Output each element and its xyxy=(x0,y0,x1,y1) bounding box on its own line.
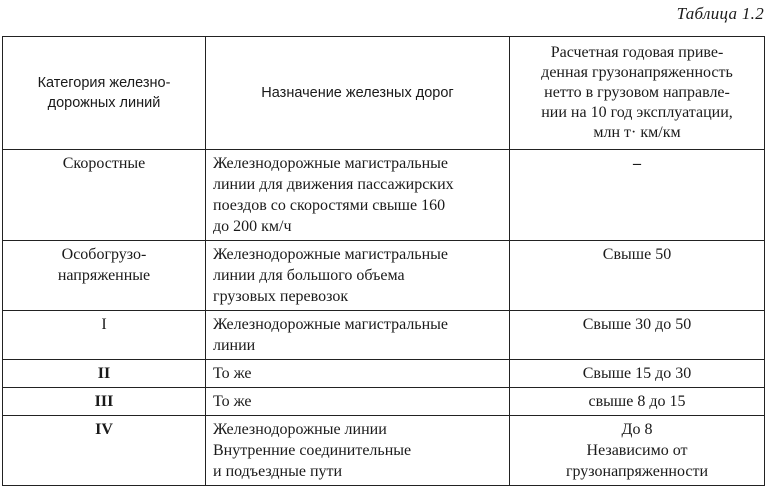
header-cell-category xyxy=(3,37,206,150)
purpose-value: То же xyxy=(213,393,252,410)
traffic-value: Свыше 15 до 30 xyxy=(582,365,692,382)
category-cell xyxy=(3,388,206,416)
table-row xyxy=(3,241,765,311)
category-value: IV xyxy=(95,421,113,438)
header-cell-traffic xyxy=(510,37,765,150)
traffic-cell xyxy=(510,150,765,241)
traffic-value: Свыше 30 до 50 xyxy=(582,316,692,333)
category-value: III xyxy=(94,393,114,410)
header-category-label: Категория железно- дорожных линий xyxy=(37,75,171,111)
traffic-cell xyxy=(510,241,765,311)
category-cell xyxy=(3,360,206,388)
category-cell xyxy=(3,241,206,311)
purpose-cell xyxy=(206,311,510,360)
traffic-value: Свыше 50 xyxy=(602,246,672,263)
table-row xyxy=(3,360,765,388)
purpose-cell xyxy=(206,241,510,311)
purpose-cell xyxy=(206,360,510,388)
traffic-cell xyxy=(510,360,765,388)
category-value: II xyxy=(97,365,111,382)
table-row xyxy=(3,416,765,486)
purpose-value: То же xyxy=(213,365,252,382)
traffic-value: – xyxy=(633,155,641,172)
purpose-value: Железнодорожные магистральные линии для большого объема грузовых перевозок xyxy=(213,246,449,305)
table-row xyxy=(3,388,765,416)
purpose-value: Железнодорожные магистральные линии xyxy=(213,316,449,354)
purpose-value: Железнодорожные магистральные линии для движения пассажирских поездов со скоростями свыше 160 до 200 км/ч xyxy=(213,155,454,235)
table-caption: Таблица 1.2 xyxy=(676,4,764,23)
category-cell xyxy=(3,311,206,360)
purpose-cell xyxy=(206,150,510,241)
traffic-value: свыше 8 до 15 xyxy=(588,393,686,410)
header-cell-purpose xyxy=(206,37,510,150)
purpose-cell xyxy=(206,416,510,486)
table-header-row xyxy=(3,37,765,150)
category-cell xyxy=(3,416,206,486)
category-cell xyxy=(3,150,206,241)
traffic-cell xyxy=(510,388,765,416)
traffic-value: До 8 Независимо от грузонапряженности xyxy=(565,421,709,480)
purpose-value: Железнодорожные линии Внутренние соединительные и подъездные пути xyxy=(213,421,412,480)
category-value: Скоростные xyxy=(62,155,146,172)
traffic-cell xyxy=(510,416,765,486)
header-purpose-label: Назначение железных дорог xyxy=(261,85,454,101)
category-value: I xyxy=(101,316,107,333)
category-value: Особогрузо- напряженные xyxy=(57,246,151,284)
table-row xyxy=(3,150,765,241)
railway-category-table xyxy=(2,36,765,486)
purpose-cell xyxy=(206,388,510,416)
header-traffic-label: Расчетная годовая приве- денная грузонапряженность нетто в грузовом направле- нии на 10 год эксплуатации, млн т· км/км xyxy=(541,44,733,141)
table-row xyxy=(3,311,765,360)
traffic-cell xyxy=(510,311,765,360)
